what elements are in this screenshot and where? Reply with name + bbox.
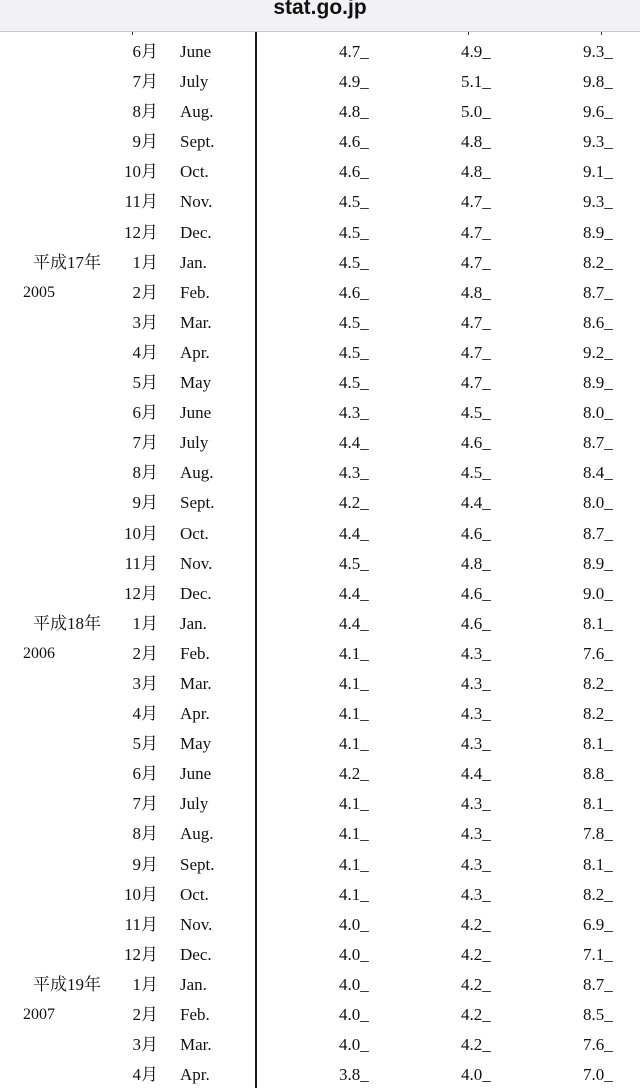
month-jp: 1月 bbox=[132, 613, 158, 633]
table-row bbox=[0, 940, 640, 970]
table-row bbox=[0, 368, 640, 398]
table-row bbox=[0, 850, 640, 880]
era-label: 平成17年 bbox=[33, 252, 101, 272]
browser-address-bar[interactable] bbox=[0, 0, 640, 32]
month-jp: 8月 bbox=[132, 102, 158, 122]
month-en: July bbox=[180, 433, 209, 453]
value-col-3: 8.1_ bbox=[583, 613, 613, 633]
month-en: Sept. bbox=[180, 493, 215, 513]
table-row bbox=[0, 127, 640, 157]
value-col-2: 4.7_ bbox=[461, 192, 491, 212]
table-row bbox=[0, 338, 640, 368]
year-label: 2007 bbox=[23, 1006, 55, 1023]
value-col-3: 8.9_ bbox=[583, 373, 613, 393]
value-col-2: 4.6_ bbox=[461, 583, 491, 603]
month-en: Feb. bbox=[180, 643, 210, 663]
value-col-2: 4.3_ bbox=[461, 643, 491, 663]
value-col-3: 8.4_ bbox=[583, 463, 613, 483]
table-row bbox=[0, 278, 640, 308]
month-jp: 5月 bbox=[132, 734, 158, 754]
table-row bbox=[0, 37, 640, 67]
month-jp: 7月 bbox=[132, 433, 158, 453]
table-row bbox=[0, 609, 640, 639]
value-col-3: 9.3_ bbox=[583, 42, 613, 61]
value-col-2: 4.5_ bbox=[461, 463, 491, 483]
table-row bbox=[0, 639, 640, 669]
value-col-1: 4.1_ bbox=[339, 824, 369, 844]
month-jp: 1月 bbox=[132, 252, 158, 272]
value-col-3: 8.7_ bbox=[583, 974, 613, 994]
value-col-1: 4.7_ bbox=[339, 42, 369, 61]
value-col-1: 4.5_ bbox=[339, 342, 369, 362]
table-row bbox=[0, 1000, 640, 1030]
value-col-1: 4.5_ bbox=[339, 312, 369, 332]
month-jp: 12月 bbox=[124, 222, 158, 242]
month-jp: 3月 bbox=[132, 673, 158, 693]
value-col-1: 3.8_ bbox=[339, 1065, 369, 1085]
table-row bbox=[0, 789, 640, 819]
table-row bbox=[0, 1060, 640, 1090]
month-en: Jan. bbox=[180, 974, 207, 994]
value-col-3: 8.1_ bbox=[583, 734, 613, 754]
month-jp: 11月 bbox=[124, 192, 158, 212]
value-col-3: 9.1_ bbox=[583, 162, 613, 182]
value-col-3: 8.1_ bbox=[583, 854, 613, 874]
month-jp: 12月 bbox=[124, 944, 158, 964]
month-jp: 2月 bbox=[132, 643, 158, 663]
value-col-2: 4.7_ bbox=[461, 222, 491, 242]
value-col-3: 7.6_ bbox=[583, 1035, 613, 1055]
value-col-1: 4.0_ bbox=[339, 914, 369, 934]
value-col-2: 4.6_ bbox=[461, 433, 491, 453]
value-col-1: 4.4_ bbox=[339, 613, 369, 633]
month-en: Nov. bbox=[180, 553, 213, 573]
value-col-1: 4.0_ bbox=[339, 1005, 369, 1024]
clip-mark bbox=[132, 32, 133, 35]
value-col-1: 4.1_ bbox=[339, 734, 369, 754]
value-col-1: 4.0_ bbox=[339, 974, 369, 994]
value-col-2: 4.2_ bbox=[461, 1005, 491, 1024]
table-row bbox=[0, 458, 640, 488]
value-col-3: 8.7_ bbox=[583, 523, 613, 543]
value-col-1: 4.6_ bbox=[339, 132, 369, 152]
month-jp: 3月 bbox=[132, 1035, 158, 1055]
value-col-1: 4.4_ bbox=[339, 433, 369, 453]
value-col-1: 4.1_ bbox=[339, 673, 369, 693]
clipped-row-marks bbox=[0, 32, 640, 36]
month-en: Apr. bbox=[180, 342, 210, 362]
month-en: June bbox=[180, 403, 212, 423]
month-en: Mar. bbox=[180, 312, 212, 332]
value-col-2: 5.1_ bbox=[461, 72, 491, 92]
value-col-3: 7.1_ bbox=[583, 944, 613, 964]
value-col-1: 4.3_ bbox=[339, 463, 369, 483]
month-en: Jan. bbox=[180, 613, 207, 633]
clip-mark bbox=[468, 32, 469, 35]
month-en: Mar. bbox=[180, 1035, 212, 1055]
month-en: July bbox=[180, 794, 209, 814]
value-col-1: 4.1_ bbox=[339, 884, 369, 904]
month-en: Jan. bbox=[180, 252, 207, 272]
value-col-3: 8.9_ bbox=[583, 553, 613, 573]
value-col-1: 4.1_ bbox=[339, 854, 369, 874]
month-en: Aug. bbox=[180, 102, 214, 122]
table-row bbox=[0, 699, 640, 729]
month-en: Dec. bbox=[180, 583, 212, 603]
clip-mark bbox=[601, 32, 602, 35]
table-row bbox=[0, 759, 640, 789]
value-col-1: 4.6_ bbox=[339, 282, 369, 302]
value-col-3: 8.2_ bbox=[583, 673, 613, 693]
table-row bbox=[0, 67, 640, 97]
month-en: July bbox=[180, 72, 209, 92]
value-col-3: 9.2_ bbox=[583, 342, 613, 362]
table-row bbox=[0, 398, 640, 428]
table-row bbox=[0, 819, 640, 849]
statistics-table bbox=[0, 37, 640, 1090]
value-col-3: 8.7_ bbox=[583, 282, 613, 302]
month-jp: 8月 bbox=[132, 824, 158, 844]
month-en: Nov. bbox=[180, 914, 213, 934]
value-col-2: 4.8_ bbox=[461, 132, 491, 152]
value-col-2: 4.3_ bbox=[461, 884, 491, 904]
value-col-1: 4.1_ bbox=[339, 794, 369, 814]
value-col-3: 6.9_ bbox=[583, 914, 613, 934]
value-col-3: 8.2_ bbox=[583, 884, 613, 904]
table-row bbox=[0, 729, 640, 759]
value-col-2: 4.8_ bbox=[461, 553, 491, 573]
value-col-2: 4.3_ bbox=[461, 854, 491, 874]
month-jp: 9月 bbox=[132, 493, 158, 513]
era-label: 平成19年 bbox=[33, 974, 101, 994]
table-row bbox=[0, 880, 640, 910]
month-jp: 1月 bbox=[132, 974, 158, 994]
table-row bbox=[0, 218, 640, 248]
month-en: June bbox=[180, 42, 212, 61]
value-col-1: 4.8_ bbox=[339, 102, 369, 122]
month-jp: 3月 bbox=[132, 312, 158, 332]
table-row bbox=[0, 488, 640, 518]
value-col-3: 8.6_ bbox=[583, 312, 613, 332]
value-col-2: 4.2_ bbox=[461, 914, 491, 934]
month-en: Aug. bbox=[180, 824, 214, 844]
value-col-3: 8.1_ bbox=[583, 794, 613, 814]
month-jp: 9月 bbox=[132, 854, 158, 874]
value-col-1: 4.5_ bbox=[339, 222, 369, 242]
month-jp: 8月 bbox=[132, 463, 158, 483]
month-jp: 10月 bbox=[124, 162, 158, 182]
value-col-2: 4.8_ bbox=[461, 282, 491, 302]
value-col-2: 4.3_ bbox=[461, 794, 491, 814]
table-row bbox=[0, 669, 640, 699]
value-col-2: 4.2_ bbox=[461, 944, 491, 964]
value-col-2: 4.7_ bbox=[461, 373, 491, 393]
value-col-3: 7.0_ bbox=[583, 1065, 613, 1085]
month-en: Oct. bbox=[180, 162, 209, 182]
table-row bbox=[0, 910, 640, 940]
value-col-3: 9.6_ bbox=[583, 102, 613, 122]
month-en: May bbox=[180, 734, 212, 754]
month-jp: 5月 bbox=[132, 373, 158, 393]
value-col-2: 4.3_ bbox=[461, 673, 491, 693]
url-text[interactable]: stat.go.jp bbox=[273, 0, 367, 19]
value-col-1: 4.1_ bbox=[339, 704, 369, 724]
value-col-1: 4.4_ bbox=[339, 523, 369, 543]
table-row bbox=[0, 187, 640, 217]
value-col-3: 8.0_ bbox=[583, 403, 613, 423]
value-col-3: 8.7_ bbox=[583, 433, 613, 453]
value-col-1: 4.5_ bbox=[339, 252, 369, 272]
value-col-3: 8.2_ bbox=[583, 252, 613, 272]
month-jp: 4月 bbox=[132, 1065, 158, 1085]
month-en: Feb. bbox=[180, 1005, 210, 1024]
month-en: Nov. bbox=[180, 192, 213, 212]
value-col-2: 4.6_ bbox=[461, 613, 491, 633]
month-en: May bbox=[180, 373, 212, 393]
table-row bbox=[0, 97, 640, 127]
value-col-2: 5.0_ bbox=[461, 102, 491, 122]
table-row bbox=[0, 549, 640, 579]
value-col-1: 4.4_ bbox=[339, 583, 369, 603]
value-col-2: 4.3_ bbox=[461, 824, 491, 844]
month-jp: 9月 bbox=[132, 132, 158, 152]
table-row bbox=[0, 519, 640, 549]
month-en: Dec. bbox=[180, 944, 212, 964]
value-col-3: 7.6_ bbox=[583, 643, 613, 663]
value-col-3: 7.8_ bbox=[583, 824, 613, 844]
month-en: Dec. bbox=[180, 222, 212, 242]
month-jp: 10月 bbox=[124, 523, 158, 543]
value-col-1: 4.5_ bbox=[339, 192, 369, 212]
value-col-3: 9.0_ bbox=[583, 583, 613, 603]
month-en: Oct. bbox=[180, 884, 209, 904]
month-en: June bbox=[180, 764, 212, 784]
value-col-1: 4.0_ bbox=[339, 944, 369, 964]
value-col-2: 4.9_ bbox=[461, 42, 491, 61]
value-col-1: 4.5_ bbox=[339, 553, 369, 573]
value-col-1: 4.9_ bbox=[339, 72, 369, 92]
month-jp: 10月 bbox=[124, 884, 158, 904]
value-col-3: 8.0_ bbox=[583, 493, 613, 513]
value-col-1: 4.2_ bbox=[339, 764, 369, 784]
value-col-3: 9.8_ bbox=[583, 72, 613, 92]
table-row bbox=[0, 308, 640, 338]
month-jp: 11月 bbox=[124, 553, 158, 573]
table-row bbox=[0, 157, 640, 187]
table-row bbox=[0, 428, 640, 458]
month-jp: 6月 bbox=[132, 42, 158, 61]
value-col-1: 4.5_ bbox=[339, 373, 369, 393]
value-col-2: 4.4_ bbox=[461, 493, 491, 513]
year-label: 2005 bbox=[23, 283, 55, 301]
month-en: Mar. bbox=[180, 673, 212, 693]
month-jp: 6月 bbox=[132, 764, 158, 784]
value-col-2: 4.8_ bbox=[461, 162, 491, 182]
value-col-2: 4.6_ bbox=[461, 523, 491, 543]
table-row bbox=[0, 248, 640, 278]
value-col-1: 4.6_ bbox=[339, 162, 369, 182]
value-col-2: 4.5_ bbox=[461, 403, 491, 423]
year-label: 2006 bbox=[23, 644, 55, 662]
table-row bbox=[0, 970, 640, 1000]
month-jp: 4月 bbox=[132, 704, 158, 724]
value-col-2: 4.2_ bbox=[461, 974, 491, 994]
value-col-3: 8.5_ bbox=[583, 1005, 613, 1024]
month-en: Oct. bbox=[180, 523, 209, 543]
month-en: Apr. bbox=[180, 1065, 210, 1085]
value-col-3: 8.9_ bbox=[583, 222, 613, 242]
month-jp: 4月 bbox=[132, 342, 158, 362]
month-jp: 11月 bbox=[124, 914, 158, 934]
month-jp: 12月 bbox=[124, 583, 158, 603]
table-row bbox=[0, 579, 640, 609]
value-col-2: 4.0_ bbox=[461, 1065, 491, 1085]
month-en: Sept. bbox=[180, 132, 215, 152]
month-jp: 2月 bbox=[132, 1005, 158, 1024]
value-col-2: 4.7_ bbox=[461, 312, 491, 332]
month-jp: 6月 bbox=[132, 403, 158, 423]
value-col-2: 4.7_ bbox=[461, 252, 491, 272]
value-col-1: 4.0_ bbox=[339, 1035, 369, 1055]
month-en: Feb. bbox=[180, 282, 210, 302]
value-col-1: 4.1_ bbox=[339, 643, 369, 663]
value-col-1: 4.2_ bbox=[339, 493, 369, 513]
month-en: Apr. bbox=[180, 704, 210, 724]
value-col-2: 4.2_ bbox=[461, 1035, 491, 1055]
month-jp: 2月 bbox=[132, 282, 158, 302]
month-jp: 7月 bbox=[132, 794, 158, 814]
value-col-2: 4.7_ bbox=[461, 342, 491, 362]
value-col-2: 4.3_ bbox=[461, 734, 491, 754]
month-jp: 7月 bbox=[132, 72, 158, 92]
month-en: Sept. bbox=[180, 854, 215, 874]
table-row bbox=[0, 1030, 640, 1060]
era-label: 平成18年 bbox=[33, 613, 101, 633]
value-col-3: 8.2_ bbox=[583, 704, 613, 724]
value-col-3: 8.8_ bbox=[583, 764, 613, 784]
value-col-2: 4.3_ bbox=[461, 704, 491, 724]
month-en: Aug. bbox=[180, 463, 214, 483]
value-col-3: 9.3_ bbox=[583, 132, 613, 152]
value-col-2: 4.4_ bbox=[461, 764, 491, 784]
value-col-3: 9.3_ bbox=[583, 192, 613, 212]
value-col-1: 4.3_ bbox=[339, 403, 369, 423]
